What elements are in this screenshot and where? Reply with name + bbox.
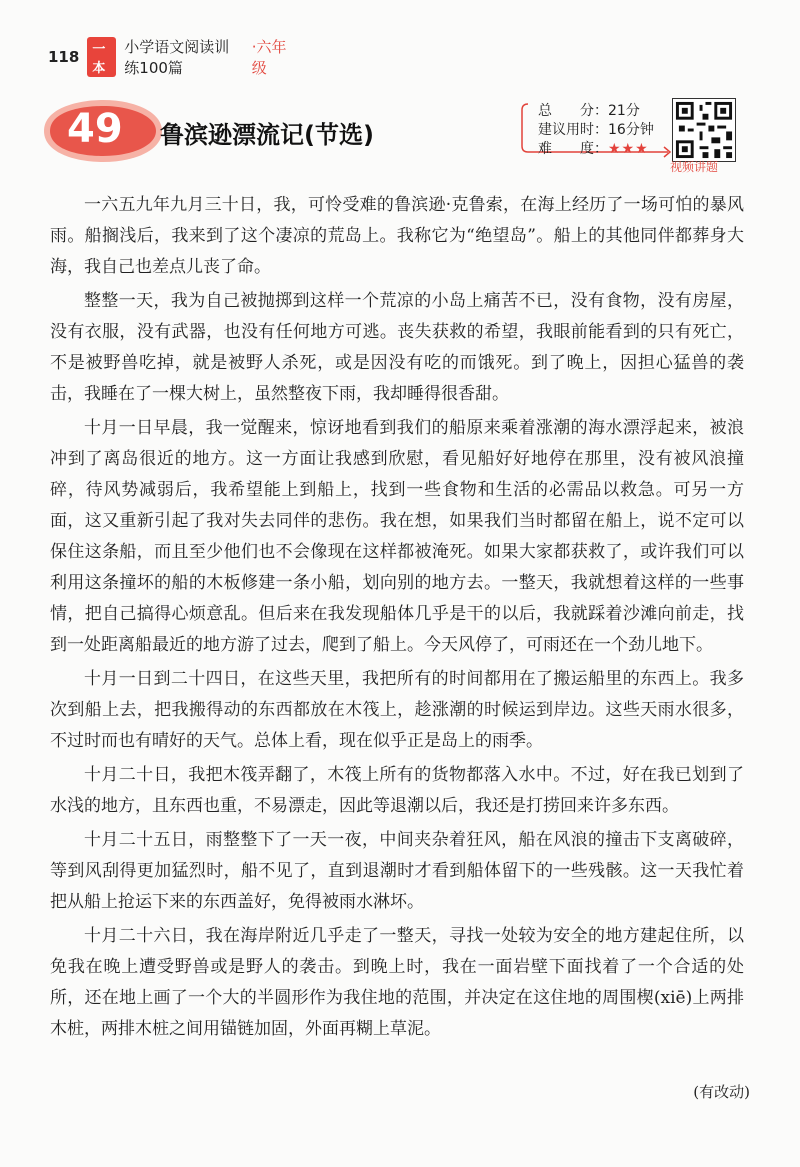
video-explain-label[interactable]: 视频讲题: [670, 160, 719, 174]
paragraph: 十月一日到二十四日，在这些天里，我把所有的时间都用在了搬运船里的东西上。我多次到船上去，把我搬得动的东西都放在木筏上，趁涨潮的时候运到岸边。这些天雨水很多，不过时而也有晴好的天气。总体上看，现在似乎正是岛上的雨季。: [50, 669, 744, 751]
lesson-number: 49: [67, 106, 123, 152]
book-title: 小学语文阅读训练100篇: [124, 38, 230, 77]
paragraph: 一六五九年九月三十日，我，可怜受难的鲁滨逊·克鲁索，在海上经历了一场可怕的暴风雨。船搁浅后，我来到了这个凄凉的荒岛上。我称它为“绝望岛”。船上的其他同伴都葬身大海，我自己也差点儿丧了命。: [50, 195, 744, 277]
score-row: [538, 102, 654, 121]
paragraph: 十月二十六日，我在海岸附近几乎走了一整天，寻找一处较为安全的地方建起住所，以免我在晚上遭受野兽或是野人的袭击。到晚上时，我在一面岩壁下面找着了一个合适的处所，还在地上画了一个大的半圆形作为我住地的范围，并决定在这住地的周围楔(xiē)上两排木桩，两排木桩之间用锚链加固，外面再糊上草泥。: [50, 926, 744, 1039]
time-row: [538, 121, 654, 140]
lesson-header: [40, 98, 400, 166]
score-label: 总 分：: [538, 103, 608, 119]
page-number: 118: [48, 48, 80, 66]
lesson-info-box: [520, 96, 748, 174]
qr-code-icon[interactable]: [672, 98, 736, 162]
time-label: 建议用时：: [538, 122, 608, 138]
score-value: 21分: [608, 103, 640, 119]
time-value: 16分钟: [608, 122, 654, 138]
reading-passage: [50, 190, 744, 1048]
paragraph: 十月二十日，我把木筏弄翻了，木筏上所有的货物都落入水中。不过，好在我已划到了水浅的地方，且东西也重，不易漂走，因此等退潮以后，我还是打捞回来许多东西。: [50, 765, 744, 816]
paragraph: 十月一日早晨，我一觉醒来，惊讶地看到我们的船原来乘着涨潮的海水漂浮起来，被浪冲到了离岛很近的地方。这一方面让我感到欣慰，看见船好好地停在那里，没有被风浪撞碎，待风势减弱后，我希望能上到船上，找到一些食物和生活的必需品以救急。可另一方面，这又重新引起了我对失去同伴的悲伤。我在想，如果我们当时都留在船上，说不定可以保住这条船，而且至少他们也不会像现在这样都被淹死。如果大家都获救了，或许我们可以利用这条撞坏的船的木板修建一条小船，划向别的地方去。一整天，我就想着这样的一些事情，把自己搞得心烦意乱。但后来在我发现船体几乎是干的以后，我就踩着沙滩向前走，找到一处距离船最近的地方游了过去，爬到了船上。今天风停了，可雨还在一个劲儿地下。: [50, 418, 744, 655]
paragraph: 整整一天，我为自己被抛掷到这样一个荒凉的小岛上痛苦不已，没有食物，没有房屋，没有衣服，没有武器，也没有任何地方可逃。丧失获救的希望，我眼前能看到的只有死亡，不是被野兽吃掉，就是被野人杀死，或是因没有吃的而饿死。到了晚上，因担心猛兽的袭击，我睡在了一棵大树上，虽然整夜下雨，我却睡得很香甜。: [50, 291, 744, 404]
brand-badge: 一本: [87, 37, 116, 77]
difficulty-row: [538, 140, 654, 159]
lesson-title: 鲁滨逊漂流记(节选): [160, 121, 374, 149]
adaptation-note: (有改动): [693, 1083, 750, 1101]
difficulty-stars: ★★★: [608, 141, 649, 157]
running-header: [48, 38, 288, 77]
paragraph: 十月二十五日，雨整整下了一天一夜，中间夹杂着狂风，船在风浪的撞击下支离破碎，等到风刮得更加猛烈时，船不见了，直到退潮时才看到船体留下的一些残骸。这一天我忙着把从船上抢运下来的东西盖好，免得被雨水淋坏。: [50, 830, 744, 912]
info-text: [538, 102, 654, 159]
grade-label: ·六年级: [251, 38, 287, 77]
difficulty-label: 难 度：: [538, 141, 608, 157]
